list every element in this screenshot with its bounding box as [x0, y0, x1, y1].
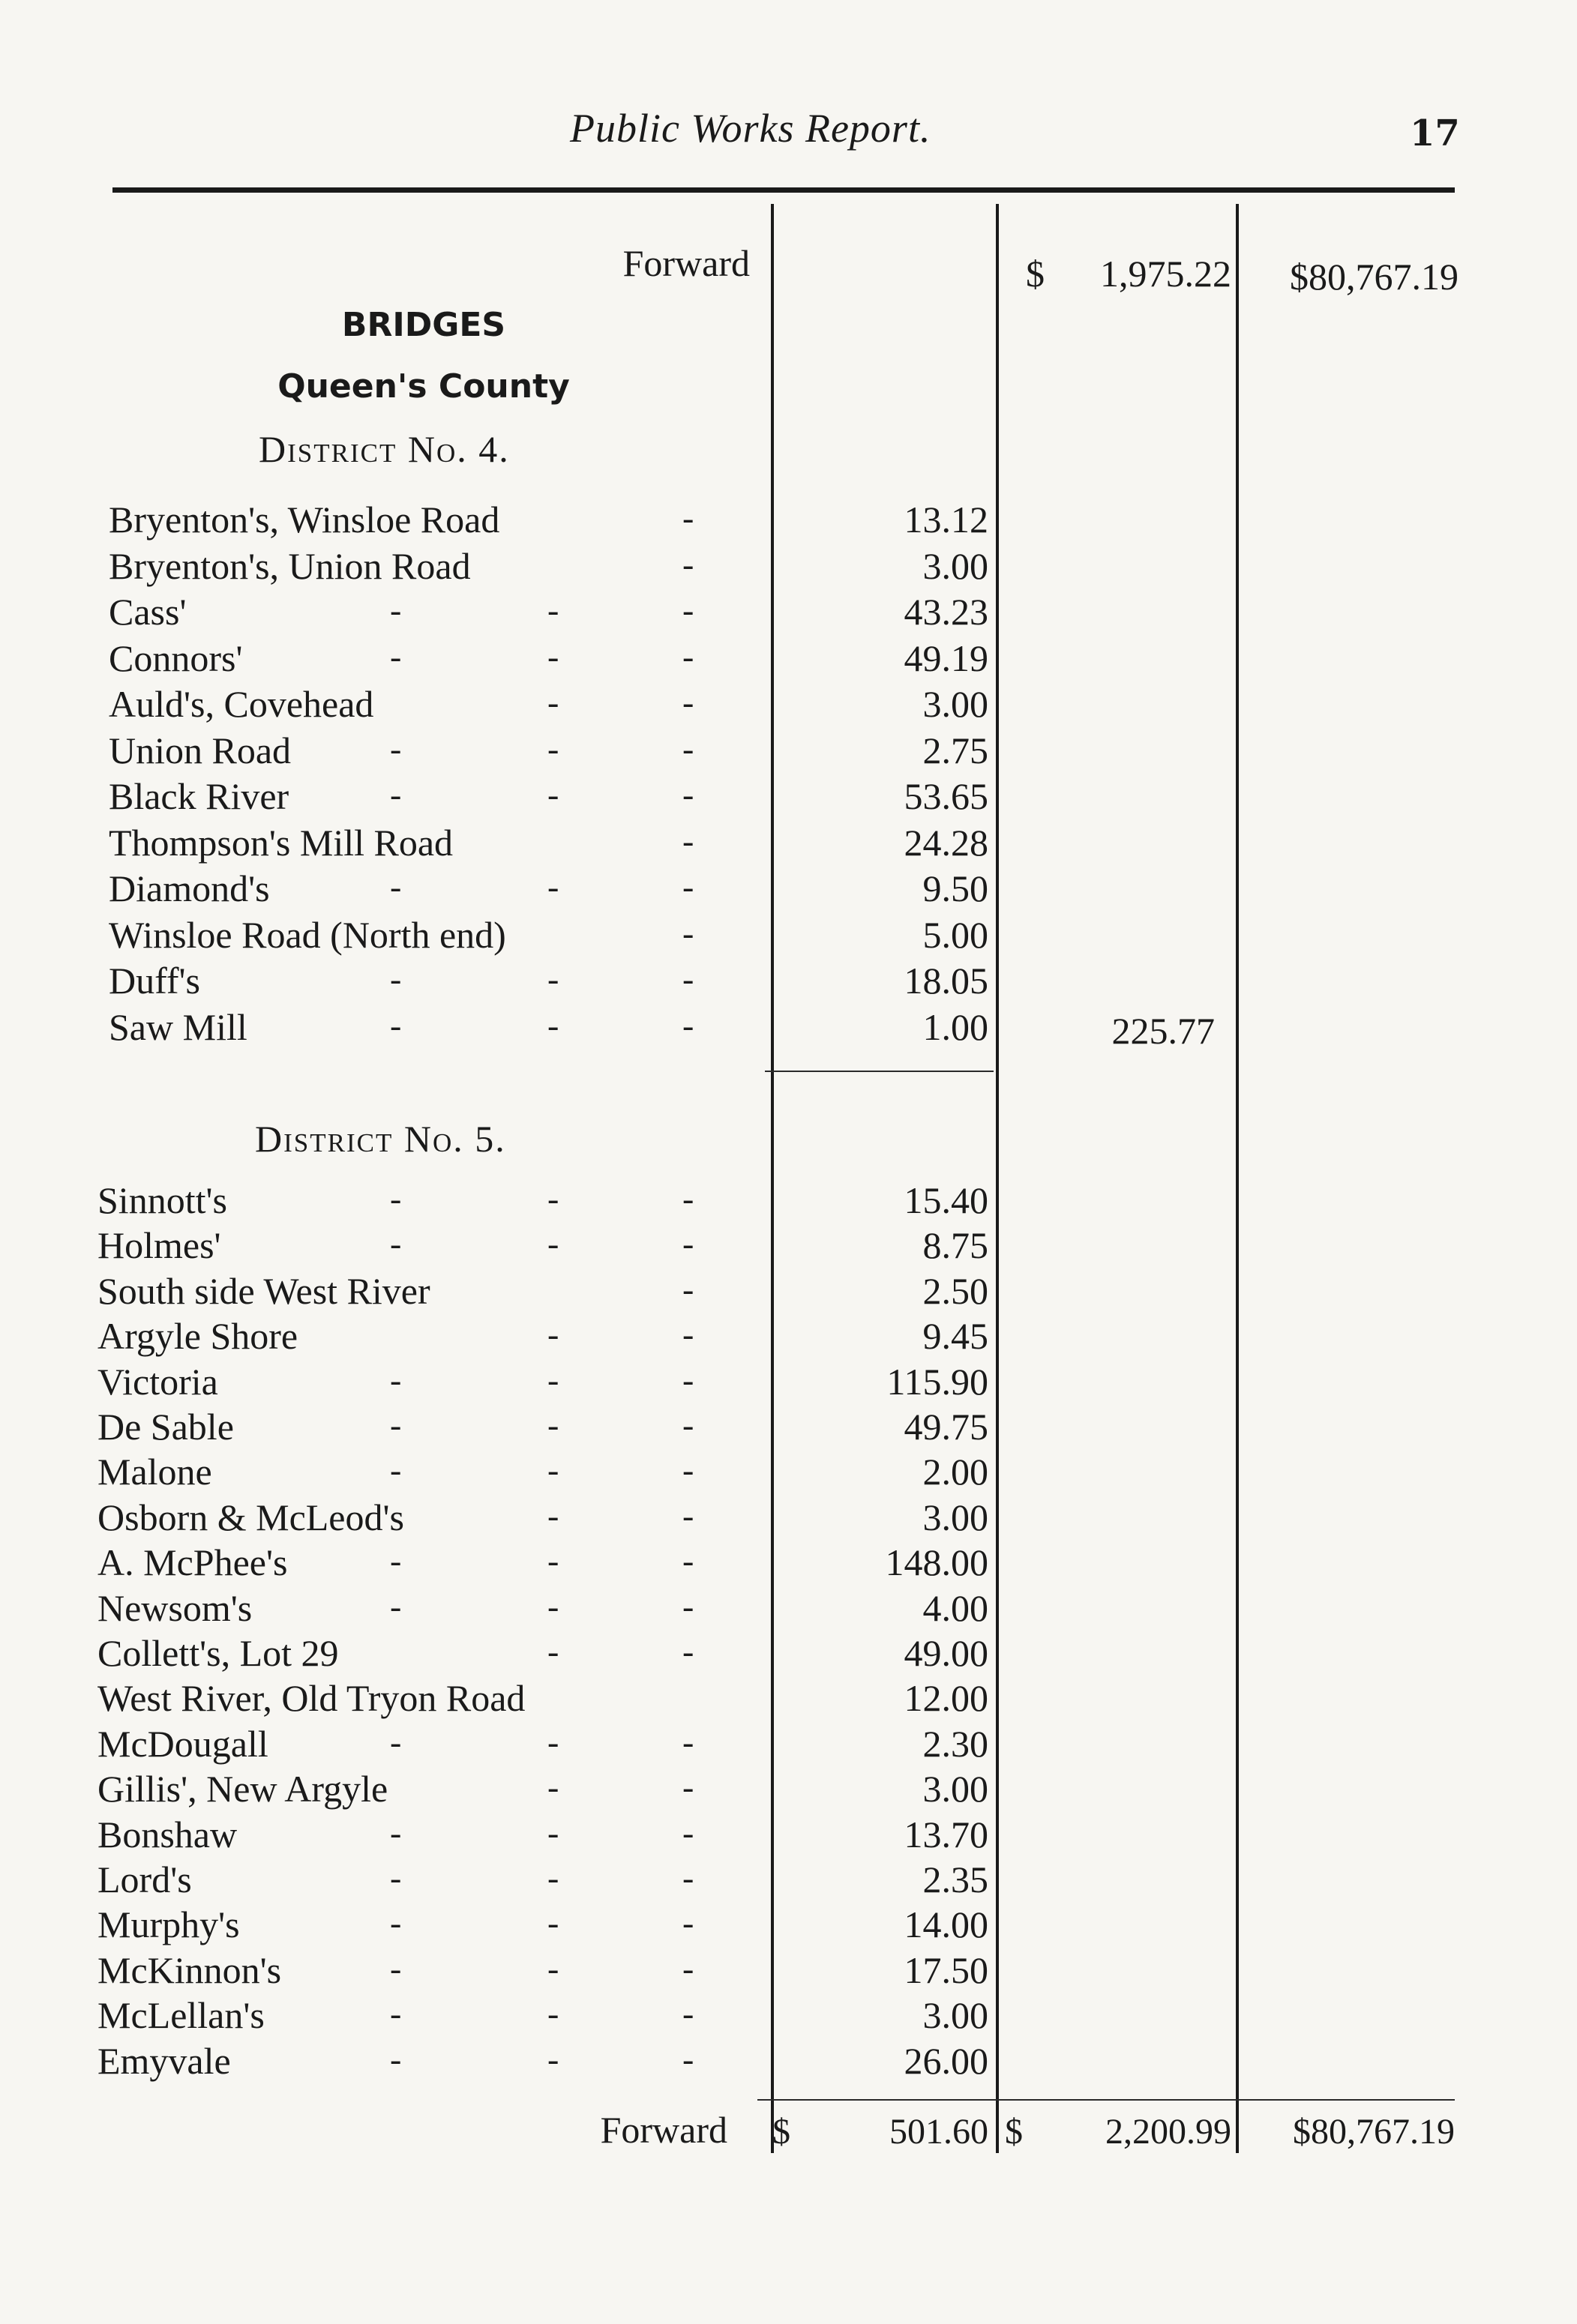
bridge-name: Holmes' [97, 1224, 221, 1267]
bridge-amount: 3.00 [922, 1768, 988, 1810]
ledger-row [0, 774, 997, 819]
leader-dash: - [682, 636, 694, 675]
leader-dash: - [547, 683, 559, 721]
bridge-amount: 115.90 [886, 1360, 988, 1403]
bridge-name: McLellan's [97, 1994, 265, 2037]
leader-dash: - [547, 1768, 559, 1807]
bridge-name: De Sable [97, 1406, 234, 1448]
ledger-row [0, 590, 997, 635]
bridge-amount: 9.50 [922, 867, 988, 909]
bridge-name: Collett's, Lot 29 [97, 1632, 339, 1674]
leader-dash: - [547, 591, 559, 629]
forward-top-col3: $80,767.19 [1290, 256, 1459, 298]
bridge-amount: 49.19 [904, 636, 988, 679]
bridge-name: Malone [97, 1451, 212, 1493]
bridge-amount: 148.00 [885, 1541, 988, 1584]
leader-dash: - [547, 729, 559, 768]
leader-dash: - [390, 1541, 402, 1580]
district-4-heading: District No. 4. [259, 428, 510, 470]
bridge-name: Bryenton's, Winsloe Road [109, 499, 500, 541]
forward-bottom-dollar1: $ [772, 2112, 790, 2152]
leader-dash: - [682, 1224, 694, 1263]
page-number: 17 [1410, 112, 1460, 154]
leader-dash: - [682, 729, 694, 768]
ledger-row [0, 1722, 997, 1767]
bridge-amount: 49.75 [904, 1406, 988, 1448]
ledger-row [0, 729, 997, 774]
ledger-row [0, 1586, 997, 1631]
leader-dash: - [547, 636, 559, 675]
leader-dash: - [390, 1948, 402, 1987]
bridge-amount: 5.00 [922, 913, 988, 956]
ledger-row [0, 1767, 997, 1812]
bridge-amount: 49.00 [904, 1632, 988, 1674]
leader-dash: - [547, 1541, 559, 1580]
leader-dash: - [390, 960, 402, 998]
ledger-row [0, 636, 997, 681]
ledger-row [0, 682, 997, 727]
bridge-name: Argyle Shore [97, 1315, 298, 1358]
leader-dash: - [547, 1179, 559, 1217]
bridge-amount: 18.05 [904, 960, 988, 1002]
forward-bottom-rule [757, 2099, 1455, 2101]
ledger-row [0, 2039, 997, 2084]
bridge-amount: 4.00 [922, 1586, 988, 1629]
leader-dash: - [682, 1541, 694, 1580]
leader-dash: - [682, 1813, 694, 1852]
leader-dash: - [682, 591, 694, 629]
leader-dash: - [682, 1269, 694, 1308]
bridge-name: Newsom's [97, 1586, 253, 1629]
bridge-name: Lord's [97, 1858, 192, 1900]
leader-dash: - [547, 1005, 559, 1044]
leader-dash: - [682, 1722, 694, 1761]
bridge-name: Duff's [109, 960, 200, 1002]
leader-dash: - [390, 1179, 402, 1217]
bridge-amount: 2.50 [922, 1269, 988, 1312]
bridge-amount: 24.28 [904, 821, 988, 864]
leader-dash: - [547, 1360, 559, 1399]
forward-bottom-col2: 2,200.99 [1105, 2112, 1231, 2152]
ledger-row [0, 1813, 997, 1858]
bridge-name: McDougall [97, 1722, 268, 1765]
leader-dash: - [547, 2039, 559, 2078]
ledger-row [0, 1005, 997, 1050]
bridge-amount: 17.50 [904, 1948, 988, 1991]
bridge-amount: 9.45 [922, 1315, 988, 1358]
bridge-name: South side West River [97, 1269, 430, 1312]
bridge-name: West River, Old Tryon Road [97, 1677, 526, 1720]
leader-dash: - [682, 1005, 694, 1044]
ledger-row [0, 1496, 997, 1541]
bridge-name: McKinnon's [97, 1948, 282, 1991]
ledger-row [0, 1178, 997, 1223]
leader-dash: - [547, 1586, 559, 1625]
leader-dash: - [682, 913, 694, 952]
leader-dash: - [547, 1858, 559, 1897]
bridge-amount: 1.00 [922, 1005, 988, 1048]
bridge-amount: 8.75 [922, 1224, 988, 1267]
bridge-amount: 12.00 [904, 1677, 988, 1720]
forward-label-top: Forward [622, 242, 750, 284]
leader-dash: - [682, 2039, 694, 2078]
bridge-name: Auld's, Covehead [109, 683, 374, 725]
leader-dash: - [682, 960, 694, 998]
district-4-subtotal: 225.77 [1111, 1010, 1215, 1052]
bridge-name: Black River [109, 775, 289, 817]
leader-dash: - [390, 1005, 402, 1044]
leader-dash: - [547, 1224, 559, 1263]
bridge-name: Diamond's [109, 867, 270, 909]
bridge-name: Union Road [109, 729, 292, 771]
ledger-row [0, 959, 997, 1004]
leader-dash: - [547, 775, 559, 813]
ledger-row [0, 1405, 997, 1450]
district-4-subtotal-rule [765, 1071, 994, 1072]
bridge-amount: 3.00 [922, 544, 988, 587]
leader-dash: - [682, 1903, 694, 1942]
bridge-name: Thompson's Mill Road [109, 821, 454, 864]
leader-dash: - [390, 636, 402, 675]
bridge-amount: 2.30 [922, 1722, 988, 1765]
ledger-row [0, 1948, 997, 1993]
leader-dash: - [682, 1632, 694, 1670]
leader-dash: - [682, 1768, 694, 1807]
bridge-amount: 43.23 [904, 591, 988, 633]
section-heading-bridges: BRIDGES [341, 306, 506, 344]
bridge-name: Saw Mill [109, 1005, 247, 1048]
bridge-name: Murphy's [97, 1903, 240, 1946]
ledger-row [0, 1631, 997, 1676]
forward-label-bottom: Forward [600, 2109, 727, 2151]
leader-dash: - [682, 1360, 694, 1399]
leader-dash: - [682, 683, 694, 721]
ledger-row [0, 913, 997, 958]
bridge-amount: 53.65 [904, 775, 988, 817]
leader-dash: - [390, 1406, 402, 1444]
bridge-name: Bonshaw [97, 1813, 238, 1855]
bridge-amount: 3.00 [922, 1496, 988, 1538]
bridge-name: Osborn & McLeod's [97, 1496, 404, 1538]
leader-dash: - [682, 1451, 694, 1490]
ledger-row [0, 544, 997, 589]
leader-dash: - [682, 867, 694, 906]
district-5-heading: District No. 5. [255, 1118, 506, 1160]
ledger-row [0, 1903, 997, 1948]
section-subheading-county: Queen's County [277, 367, 570, 406]
leader-dash: - [682, 1586, 694, 1625]
bridge-name: Gillis', New Argyle [97, 1768, 388, 1810]
bridge-amount: 26.00 [904, 2039, 988, 2082]
leader-dash: - [547, 1315, 559, 1354]
leader-dash: - [390, 1360, 402, 1399]
leader-dash: - [547, 1948, 559, 1987]
forward-bottom-dollar2: $ [1005, 2112, 1023, 2152]
leader-dash: - [682, 1406, 694, 1444]
leader-dash: - [390, 1224, 402, 1263]
leader-dash: - [547, 867, 559, 906]
running-header-title: Public Works Report. [570, 106, 931, 151]
bridge-name: A. McPhee's [97, 1541, 288, 1584]
bridge-amount: 2.00 [922, 1451, 988, 1493]
leader-dash: - [682, 499, 694, 537]
bridge-name: Bryenton's, Union Road [109, 544, 471, 587]
forward-bottom-col3: $80,767.19 [1293, 2112, 1455, 2152]
ledger-row [0, 1269, 997, 1314]
bridge-name: Sinnott's [97, 1179, 227, 1221]
leader-dash: - [682, 1948, 694, 1987]
ledger-row [0, 1993, 997, 2038]
leader-dash: - [547, 1994, 559, 2033]
ledger-row [0, 1450, 997, 1495]
header-rule [112, 187, 1455, 193]
leader-dash: - [682, 1994, 694, 2033]
leader-dash: - [390, 1858, 402, 1897]
ledger-row [0, 1858, 997, 1903]
leader-dash: - [682, 544, 694, 583]
leader-dash: - [547, 1632, 559, 1670]
bridge-amount: 3.00 [922, 1994, 988, 2037]
bridge-amount: 15.40 [904, 1179, 988, 1221]
bridge-amount: 13.12 [904, 499, 988, 541]
leader-dash: - [390, 1722, 402, 1761]
leader-dash: - [547, 1722, 559, 1761]
leader-dash: - [390, 591, 402, 629]
leader-dash: - [682, 775, 694, 813]
leader-dash: - [390, 729, 402, 768]
bridge-amount: 3.00 [922, 683, 988, 725]
forward-top-col2: 1,975.22 [1100, 253, 1231, 295]
ledger-row [0, 1360, 997, 1405]
leader-dash: - [390, 867, 402, 906]
leader-dash: - [547, 1903, 559, 1942]
leader-dash: - [390, 1994, 402, 2033]
leader-dash: - [682, 1496, 694, 1535]
leader-dash: - [682, 1315, 694, 1354]
ledger-row [0, 1223, 997, 1268]
bridge-name: Emyvale [97, 2039, 231, 2082]
bridge-name: Winsloe Road (North end) [109, 913, 506, 956]
leader-dash: - [682, 1179, 694, 1217]
leader-dash: - [390, 1586, 402, 1625]
ledger-row [0, 498, 997, 543]
ledger-row [0, 821, 997, 866]
bridge-name: Victoria [97, 1360, 218, 1403]
bridge-amount: 2.35 [922, 1858, 988, 1900]
bridge-name: Cass' [109, 591, 187, 633]
bridge-name: Connors' [109, 636, 243, 679]
ledger-row [0, 1541, 997, 1586]
leader-dash: - [547, 1451, 559, 1490]
leader-dash: - [682, 1858, 694, 1897]
leader-dash: - [390, 1903, 402, 1942]
bridge-amount: 13.70 [904, 1813, 988, 1855]
leader-dash: - [390, 775, 402, 813]
leader-dash: - [547, 960, 559, 998]
leader-dash: - [390, 2039, 402, 2078]
ledger-row [0, 867, 997, 912]
leader-dash: - [390, 1813, 402, 1852]
bridge-amount: 2.75 [922, 729, 988, 771]
leader-dash: - [390, 1451, 402, 1490]
leader-dash: - [547, 1496, 559, 1535]
ledger-row [0, 1676, 997, 1721]
leader-dash: - [682, 821, 694, 860]
bridge-amount: 14.00 [904, 1903, 988, 1946]
leader-dash: - [547, 1406, 559, 1444]
leader-dash: - [547, 1813, 559, 1852]
forward-bottom-col1: 501.60 [889, 2112, 988, 2152]
forward-top-dollar: $ [1026, 253, 1045, 295]
ledger-row [0, 1314, 997, 1359]
column-rule-3 [1236, 204, 1239, 2153]
